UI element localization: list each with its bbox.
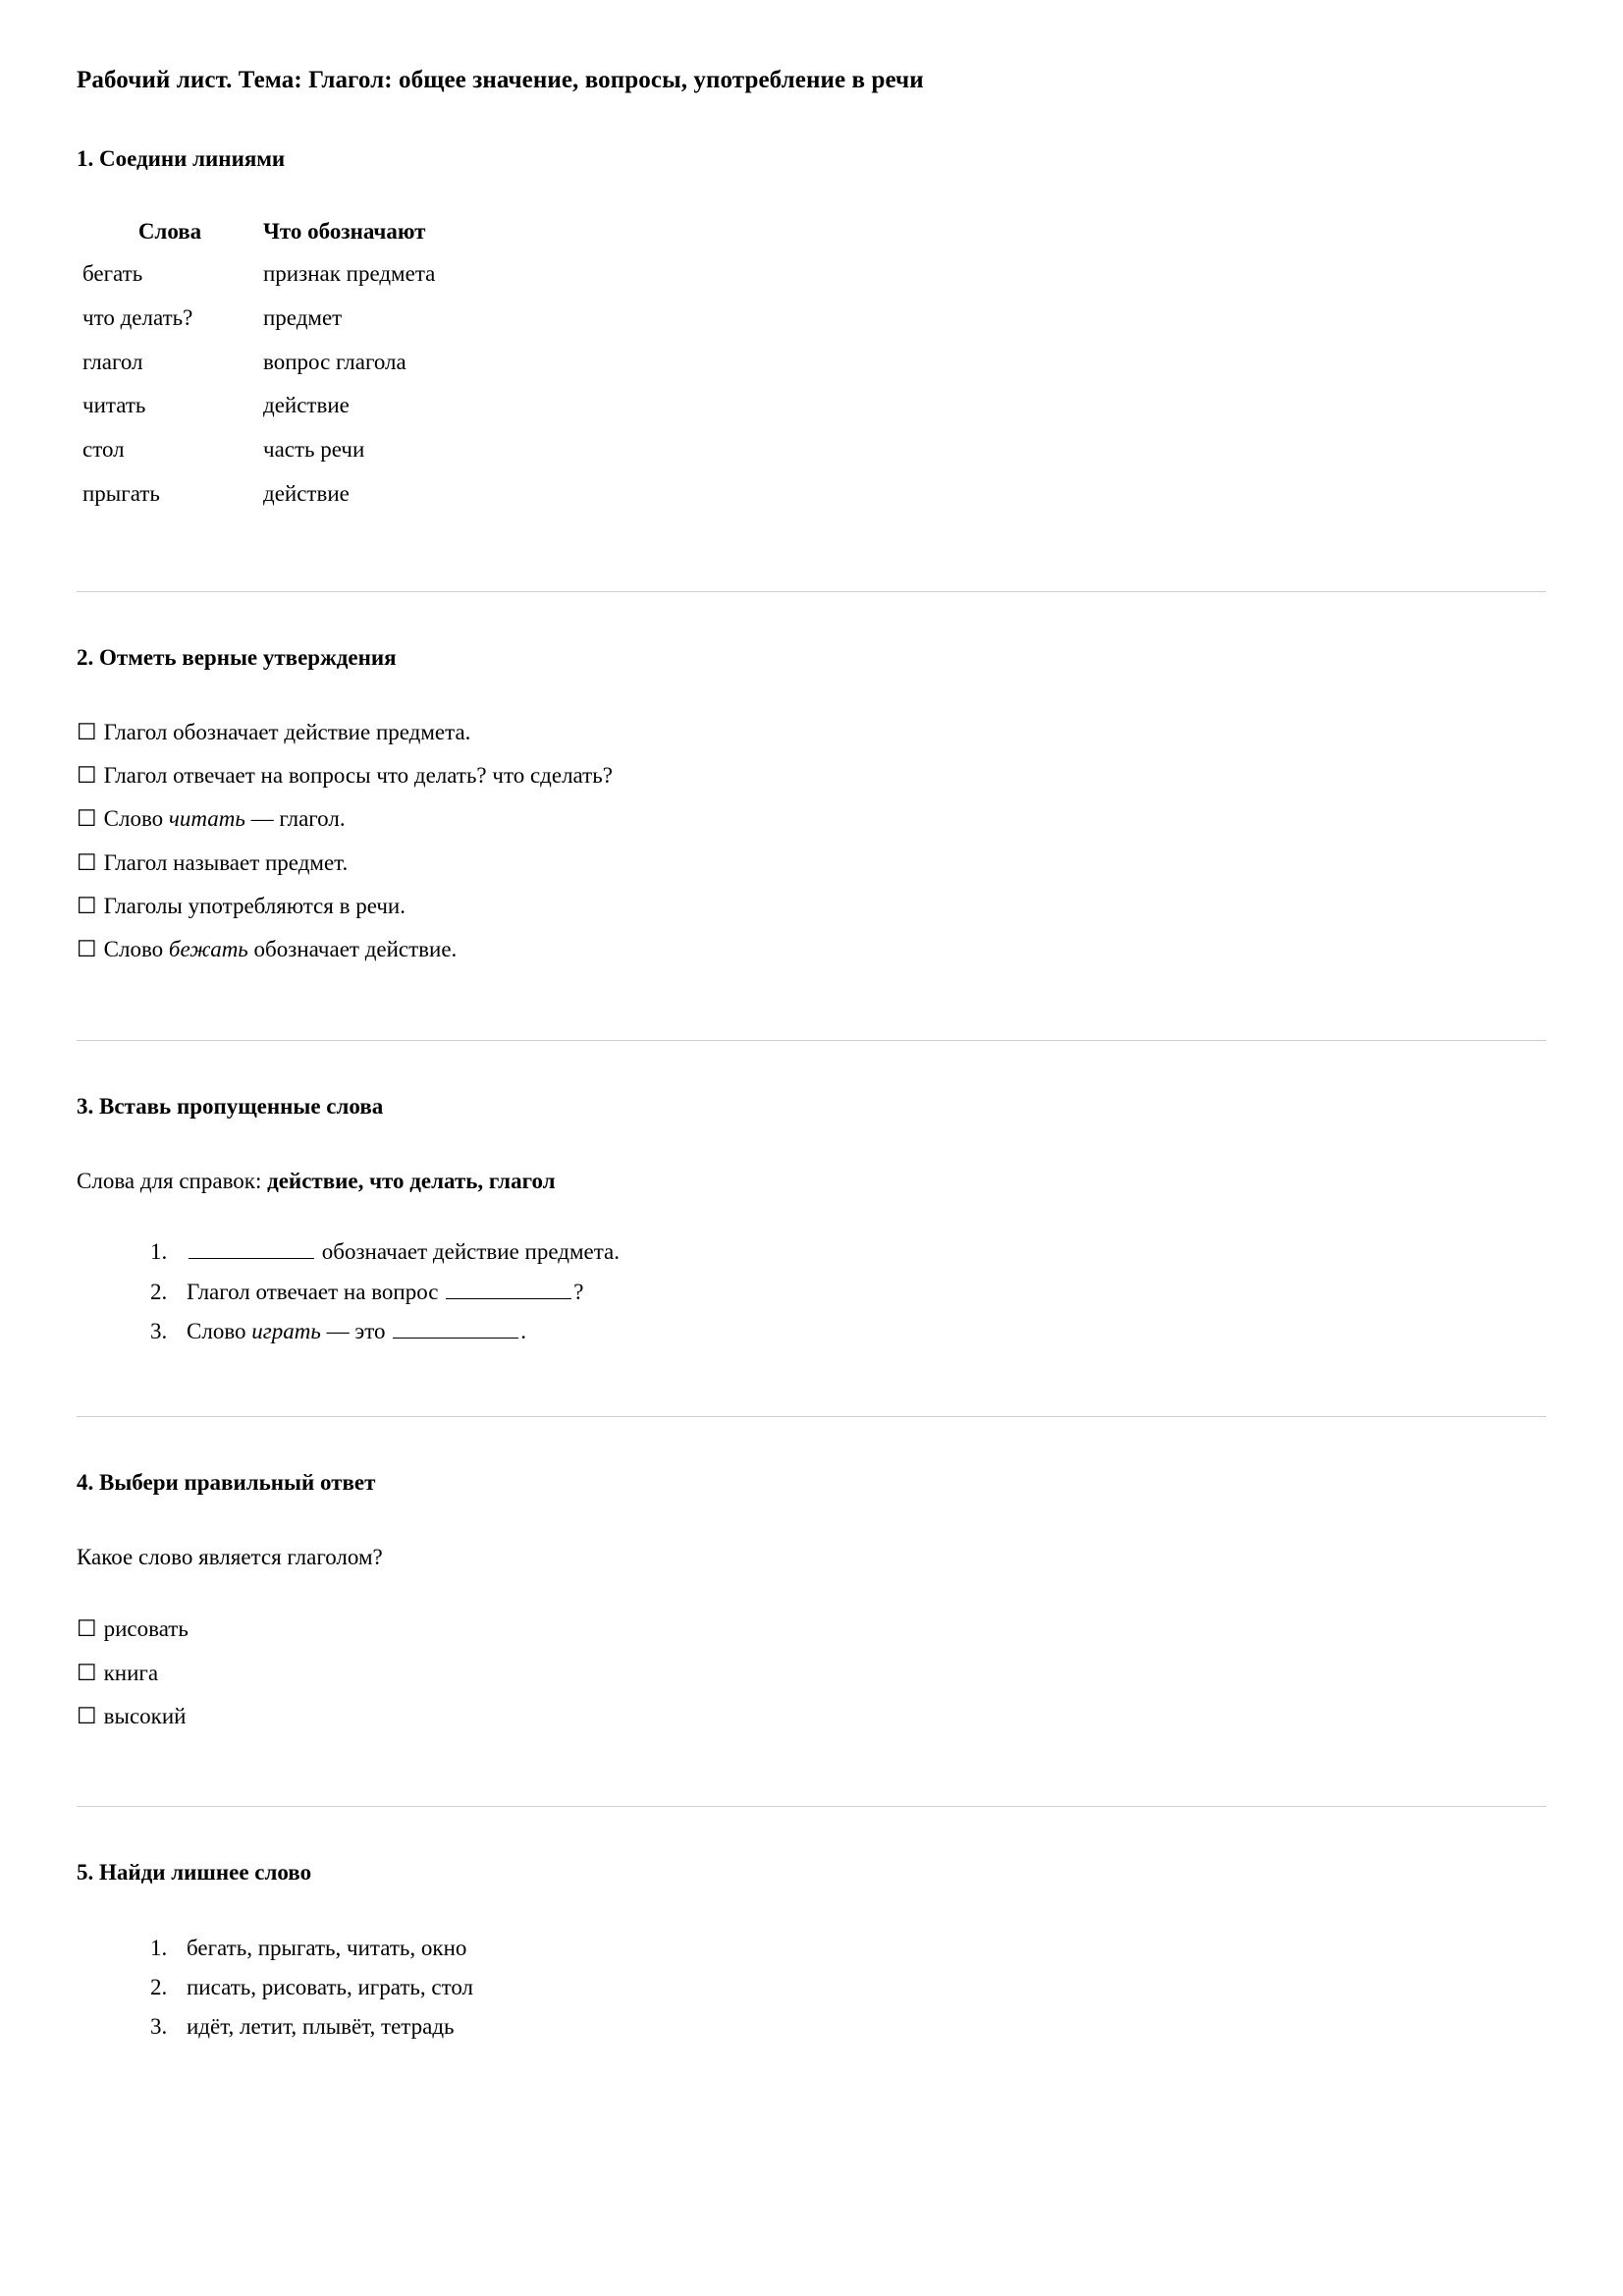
list-item[interactable] — [77, 1614, 1546, 1644]
section-choose-answer — [77, 1417, 1546, 1808]
page-title: Рабочий лист. Тема: Глагол: общее значение, вопросы, употребление в речи — [77, 67, 924, 93]
statement-text: Слово — [103, 806, 169, 832]
match-meaning[interactable]: вопрос глагола — [263, 349, 406, 374]
item-text: Глагол отвечает на вопрос — [187, 1279, 445, 1304]
item-text-tail: . — [520, 1318, 526, 1343]
list-item[interactable] — [173, 1277, 1546, 1307]
table-header-row — [82, 218, 435, 260]
statement-text-tail: — глагол. — [244, 806, 346, 832]
match-word[interactable]: глагол — [82, 349, 143, 374]
match-meaning[interactable]: предмет — [263, 304, 343, 330]
item-text: Слово — [187, 1318, 252, 1343]
statement-emphasis: бежать — [168, 937, 248, 962]
spacer — [77, 979, 1546, 1040]
spacer — [77, 1417, 1546, 1468]
spacer — [77, 1807, 1546, 1858]
fill-blank-list — [77, 1236, 1546, 1345]
section4-heading: 4. Выбери правильный ответ — [77, 1469, 376, 1495]
spacer — [77, 592, 1546, 643]
match-word[interactable]: прыгать — [82, 480, 160, 506]
checkbox-icon[interactable]: ☐ — [77, 937, 97, 963]
match-table-wrapper — [77, 218, 1546, 523]
spacer — [77, 552, 1546, 591]
list-item[interactable] — [173, 1236, 1546, 1267]
statement-text: Глагол называет предмет. — [103, 849, 349, 875]
item-text-tail: обозначает действие предмета. — [316, 1239, 620, 1265]
list-item[interactable] — [77, 1702, 1546, 1731]
section1-heading: 1. Соедини линиями — [77, 145, 286, 171]
spacer — [77, 1355, 1546, 1416]
statement-text-tail: обозначает действие. — [247, 937, 458, 962]
checkbox-icon[interactable]: ☐ — [77, 806, 97, 833]
statement-list — [77, 718, 1546, 965]
item-text-tail: ? — [573, 1279, 584, 1304]
list-item[interactable] — [173, 1316, 1546, 1346]
table-row[interactable] — [82, 260, 435, 304]
match-meaning[interactable]: признак предмета — [263, 261, 436, 287]
column-header-words: Слова — [137, 219, 202, 245]
section5-heading: 5. Найди лишнее слово — [77, 1860, 312, 1886]
checkbox-icon[interactable]: ☐ — [77, 762, 97, 789]
match-word[interactable]: читать — [82, 393, 146, 418]
section2-heading: 2. Отметь верные утверждения — [77, 644, 397, 670]
odd-word-list — [77, 1933, 1546, 2042]
statement-text: Глагол отвечает на вопросы что делать? что сделать? — [103, 762, 613, 788]
table-row[interactable] — [82, 436, 435, 480]
section-match-lines — [77, 144, 1546, 592]
reference-words-line — [77, 1167, 1546, 1196]
answer-option-list — [77, 1614, 1546, 1731]
option-label: рисовать — [103, 1616, 189, 1642]
item-text-mid: — это — [320, 1318, 392, 1343]
table-row[interactable] — [82, 349, 435, 393]
item-emphasis: играть — [251, 1318, 321, 1343]
list-item[interactable]: 1. бегать, прыгать, читать, окно — [173, 1933, 1546, 1963]
statement-text: Глаголы употребляются в речи. — [103, 893, 406, 918]
option-label: высокий — [103, 1704, 187, 1729]
list-item[interactable] — [77, 848, 1546, 878]
spacer — [77, 1041, 1546, 1092]
list-item[interactable]: 3. идёт, летит, плывёт, тетрадь — [173, 2011, 1546, 2042]
checkbox-icon[interactable]: ☐ — [77, 1704, 97, 1730]
checkbox-icon[interactable]: ☐ — [77, 893, 97, 919]
statement-text: Слово — [103, 937, 169, 962]
match-meaning[interactable]: часть речи — [263, 437, 365, 463]
section3-heading: 3. Вставь пропущенные слова — [77, 1093, 384, 1119]
column-header-meaning: Что обозначают — [263, 219, 426, 245]
match-meaning[interactable]: действие — [263, 480, 350, 506]
section4-question: Какое слово является глаголом? — [77, 1544, 383, 1569]
statement-text: Глагол обозначает действие предмета. — [103, 719, 471, 744]
list-item[interactable] — [77, 804, 1546, 834]
list-item[interactable] — [77, 935, 1546, 964]
section-odd-one-out — [77, 1807, 1546, 2042]
statement-emphasis: читать — [168, 806, 245, 832]
blank-input[interactable] — [189, 1241, 314, 1259]
checkbox-icon[interactable]: ☐ — [77, 849, 97, 876]
blank-input[interactable] — [446, 1282, 571, 1299]
list-item[interactable] — [77, 892, 1546, 921]
table-row[interactable] — [82, 392, 435, 436]
checkbox-icon[interactable]: ☐ — [77, 1616, 97, 1643]
match-word[interactable]: что делать? — [82, 304, 193, 330]
section-fill-blanks — [77, 1041, 1546, 1417]
spacer — [77, 1745, 1546, 1806]
checkbox-icon[interactable]: ☐ — [77, 1660, 97, 1686]
list-item[interactable] — [77, 1659, 1546, 1688]
match-meaning[interactable]: действие — [263, 393, 350, 418]
list-item[interactable]: 2. писать, рисовать, играть, стол — [173, 1972, 1546, 2002]
reference-words: действие, что делать, глагол — [267, 1168, 556, 1193]
match-word[interactable]: стол — [82, 437, 125, 463]
reference-label: Слова для справок: — [77, 1168, 268, 1193]
match-word[interactable]: бегать — [82, 261, 143, 287]
list-item[interactable] — [77, 718, 1546, 747]
checkbox-icon[interactable]: ☐ — [77, 719, 97, 745]
list-item[interactable] — [77, 761, 1546, 791]
table-row[interactable] — [82, 304, 435, 349]
blank-input[interactable] — [393, 1321, 518, 1339]
section-true-statements — [77, 592, 1546, 1041]
match-table — [82, 218, 435, 523]
option-label: книга — [103, 1660, 159, 1685]
table-row[interactable] — [82, 480, 435, 524]
